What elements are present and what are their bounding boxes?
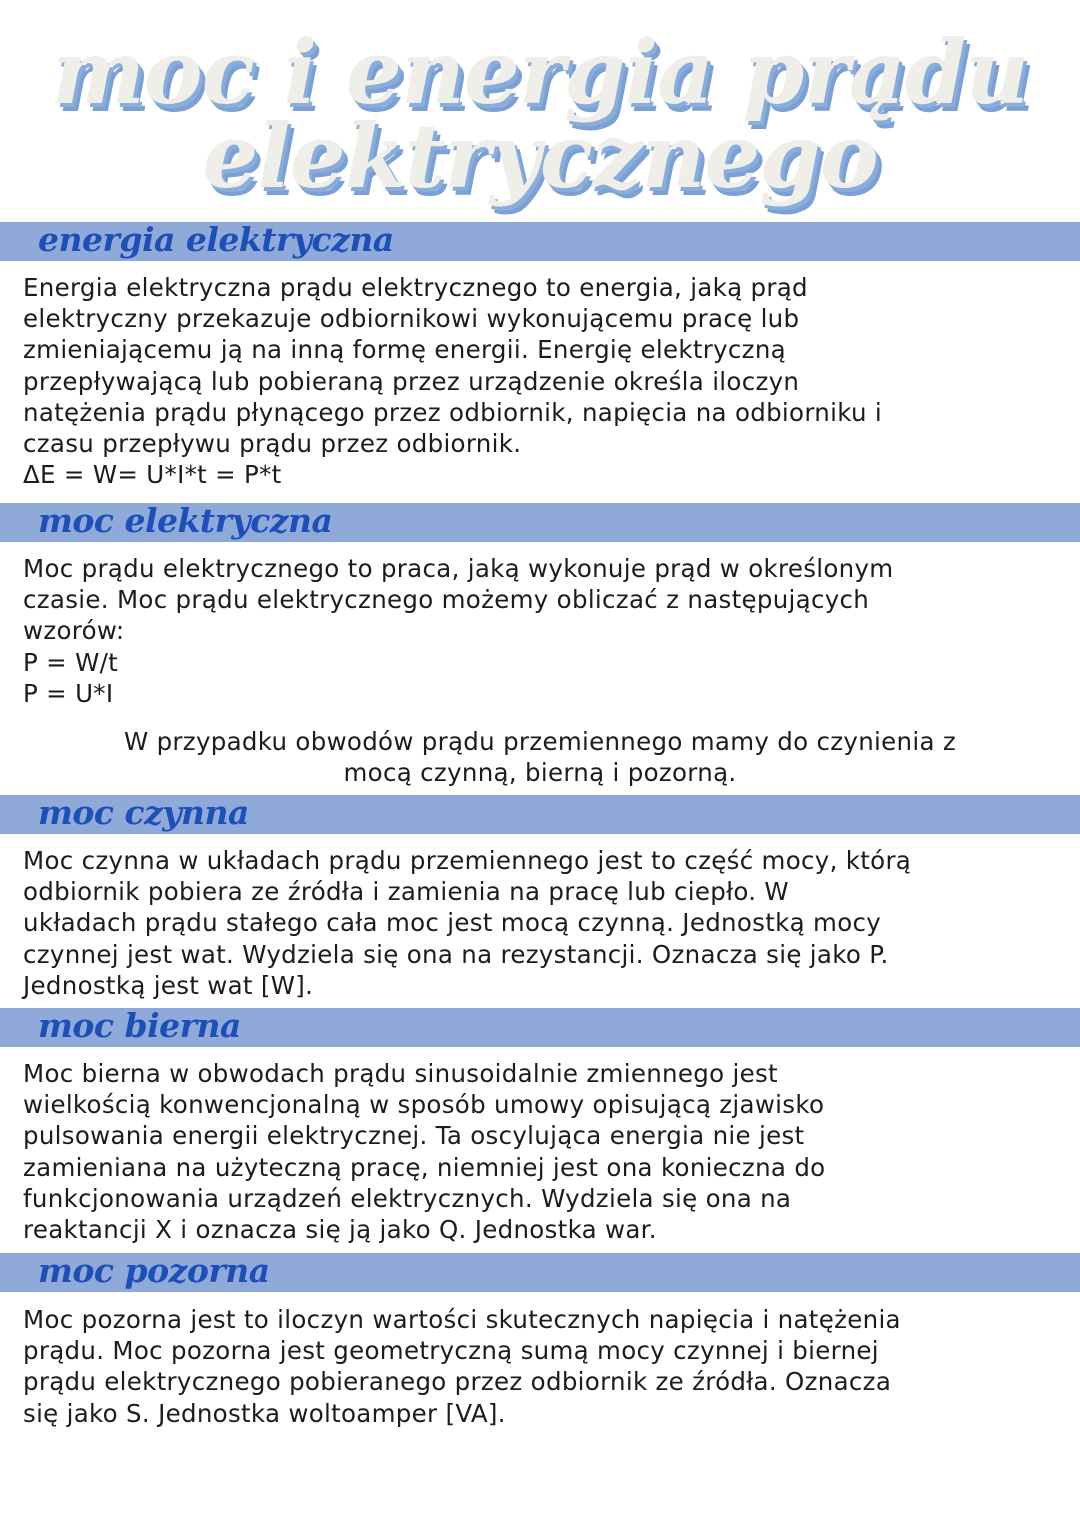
- text-line: układach prądu stałego cała moc jest mocą czynną. Jednostką mocy: [23, 908, 882, 938]
- section-header-moc-pozorna: [0, 1253, 1080, 1292]
- section-heading: energia elektryczna: [38, 220, 394, 259]
- section-header-moc-bierna: [0, 1008, 1080, 1047]
- text-line: wzorów:: [23, 616, 125, 646]
- text-line: prądu. Moc pozorna jest geometryczną sumą mocy czynnej i biernej: [23, 1336, 879, 1366]
- page-title-line-2: elektrycznego: [202, 104, 878, 208]
- formula: P = W/t: [23, 647, 119, 677]
- text-line: funkcjonowania urządzeń elektrycznych. Wydziela się ona na: [23, 1183, 792, 1213]
- text-line: Energia elektryczna prądu elektrycznego to energia, jaką prąd: [23, 273, 808, 302]
- section-body-moc-bierna: [23, 1058, 1043, 1245]
- text-line: reaktancji X i oznacza się ją jako Q. Jednostka war.: [23, 1215, 657, 1245]
- section-header-energia: [0, 222, 1080, 261]
- text-line: wielkością konwencjonalną w sposób umowy opisującą zjawisko: [23, 1090, 825, 1120]
- text-line: czynnej jest wat. Wydziela się ona na rezystancji. Oznacza się jako P.: [23, 939, 889, 969]
- text-line: Moc czynna w układach prądu przemiennego jest to część mocy, którą: [23, 846, 912, 875]
- section-header-moc-czynna: [0, 795, 1080, 834]
- text-line: mocą czynną, bierną i pozorną.: [343, 758, 737, 788]
- text-line: Moc prądu elektrycznego to praca, jaką wykonuje prąd w określonym: [23, 554, 894, 583]
- page-title: [0, 20, 1080, 208]
- section-body-moc-czynna: [23, 845, 1043, 1001]
- section-heading: moc bierna: [38, 1006, 241, 1045]
- ac-power-note: [0, 726, 1080, 788]
- text-line: W przypadku obwodów prądu przemiennego mamy do czynienia z: [123, 727, 957, 756]
- text-line: Jednostką jest wat [W].: [23, 970, 314, 1000]
- text-line: czasie. Moc prądu elektrycznego możemy obliczać z następujących: [23, 585, 870, 615]
- section-body-moc-pozorna: [23, 1304, 1043, 1429]
- text-line: się jako S. Jednostka woltoamper [VA].: [23, 1398, 506, 1428]
- text-line: pulsowania energii elektrycznej. Ta oscylująca energia nie jest: [23, 1121, 805, 1151]
- text-line: elektryczny przekazuje odbiornikowi wykonującemu pracę lub: [23, 304, 800, 334]
- formula: P = U*I: [23, 678, 114, 708]
- text-line: Moc pozorna jest to iloczyn wartości skutecznych napięcia i natężenia: [23, 1305, 901, 1334]
- section-heading: moc elektryczna: [38, 501, 333, 540]
- text-line: zmieniającemu ją na inną formę energii. Energię elektryczną: [23, 335, 786, 365]
- text-line: przepływającą lub pobieraną przez urządzenie określa iloczyn: [23, 366, 800, 396]
- text-line: czasu przepływu prądu przez odbiornik.: [23, 429, 522, 459]
- text-line: prądu elektrycznego pobieranego przez odbiornik ze źródła. Oznacza: [23, 1367, 892, 1397]
- section-heading: moc pozorna: [38, 1251, 270, 1290]
- text-line: zamieniana na użyteczną pracę, niemniej jest ona konieczna do: [23, 1152, 826, 1182]
- text-line: Moc bierna w obwodach prądu sinusoidalnie zmiennego jest: [23, 1059, 778, 1088]
- formula: ΔE = W= U*I*t = P*t: [23, 460, 282, 490]
- text-line: natężenia prądu płynącego przez odbiornik, napięcia na odbiorniku i: [23, 397, 882, 427]
- section-header-moc-elektryczna: [0, 503, 1080, 542]
- section-body-energia: [23, 272, 1043, 490]
- section-body-moc-elektryczna: [23, 553, 1043, 709]
- page-title-line-1: moc i energia prądu: [51, 20, 1029, 124]
- section-heading: moc czynna: [38, 793, 249, 832]
- text-line: odbiornik pobiera ze źródła i zamienia na pracę lub ciepło. W: [23, 877, 789, 907]
